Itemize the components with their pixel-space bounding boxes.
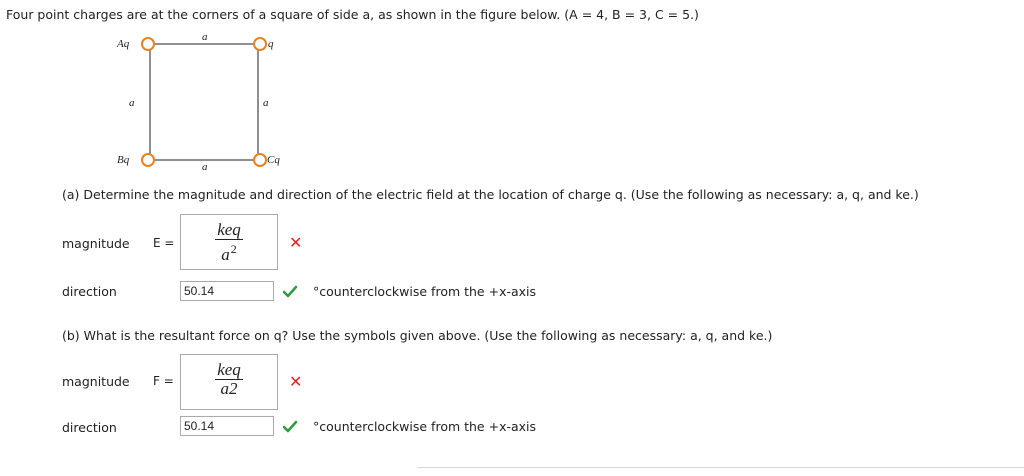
part-b-denominator: a2 bbox=[220, 379, 238, 398]
label-top-side: a bbox=[202, 31, 208, 43]
part-b-symbol: F = bbox=[153, 374, 174, 388]
part-a-magnitude-label: magnitude bbox=[62, 236, 130, 251]
problem-intro bbox=[6, 7, 699, 22]
part-b-magnitude-answer-box[interactable] bbox=[180, 354, 278, 410]
part-b-question: (b) What is the resultant force on q? Use the symbols given above. (Use the following as necessary: a, q, and ke.) bbox=[62, 328, 773, 343]
part-a-incorrect-icon: ✕ bbox=[289, 233, 303, 252]
part-a-direction-label: direction bbox=[62, 284, 117, 299]
label-cq: Cq bbox=[267, 154, 280, 166]
label-right-side: a bbox=[263, 97, 269, 109]
charge-bq-icon bbox=[142, 154, 154, 166]
part-b-direction-label: direction bbox=[62, 420, 117, 435]
charge-q-icon bbox=[254, 38, 266, 50]
part-b-direction-input[interactable]: 50.14 bbox=[180, 416, 274, 436]
bottom-divider bbox=[417, 467, 1024, 468]
part-b-correct-icon bbox=[282, 420, 298, 434]
part-a-correct-icon bbox=[282, 285, 298, 299]
label-aq: Aq bbox=[117, 38, 130, 50]
problem-intro-text: Four point charges are at the corners of a square of side a, as shown in the figure below. (A = 4, B = 3, C = 5.) bbox=[6, 7, 699, 22]
label-q: q bbox=[268, 38, 274, 50]
part-b-magnitude-label: magnitude bbox=[62, 374, 130, 389]
part-a-direction-input[interactable]: 50.14 bbox=[180, 281, 274, 301]
part-a-denominator-exp: 2 bbox=[230, 242, 237, 256]
part-b-incorrect-icon: ✕ bbox=[289, 372, 303, 391]
part-a-direction-unit: °counterclockwise from the +x-axis bbox=[313, 284, 537, 299]
charge-cq-icon bbox=[254, 154, 266, 166]
part-a-numerator: keq bbox=[217, 220, 241, 239]
part-a-symbol: E = bbox=[153, 236, 175, 250]
label-bottom-side: a bbox=[202, 161, 208, 173]
part-a-magnitude-answer-box[interactable] bbox=[180, 214, 278, 270]
charge-aq-icon bbox=[142, 38, 154, 50]
label-bq: Bq bbox=[117, 154, 130, 166]
part-b-direction-unit: °counterclockwise from the +x-axis bbox=[313, 419, 537, 434]
label-left-side: a bbox=[129, 97, 135, 109]
part-a-denominator-base: a bbox=[221, 245, 230, 264]
part-a-question: (a) Determine the magnitude and direction of the electric field at the location of charge q. (Use the following as necessary: a, q, and ke.) bbox=[62, 187, 919, 202]
part-b-numerator: keq bbox=[217, 360, 241, 379]
